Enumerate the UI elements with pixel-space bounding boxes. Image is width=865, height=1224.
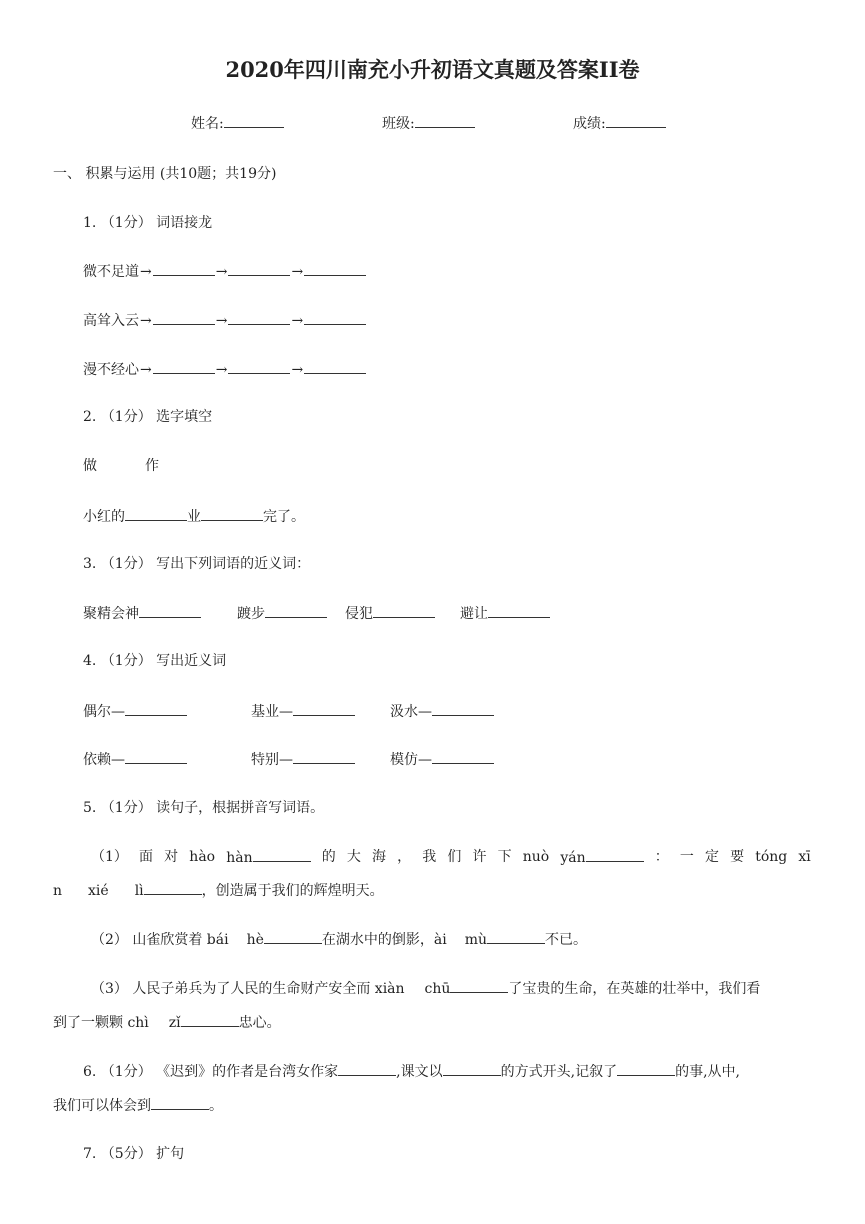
q5-pinyin: chū: [424, 981, 451, 997]
q5-text: 了宝贵的生命，在英雄的壮举中，我们看: [508, 981, 761, 997]
q5-text: 忠心。: [238, 1015, 281, 1031]
q5-text: 定: [704, 849, 719, 865]
q3-word: 避让: [460, 606, 488, 622]
question-4-label: 4. （1分） 写出近义词: [83, 653, 227, 669]
q1-word: 高耸入云: [83, 313, 139, 329]
q5-text: ，创造属于我们的辉煌明天。: [201, 883, 384, 899]
q3-word: 聚精会神: [83, 606, 139, 622]
q4-word: 依赖—: [83, 752, 125, 768]
arrow-icon: →: [140, 362, 152, 378]
q5-pinyin: nuò: [522, 849, 550, 865]
q5-text: 到了一颗颗 chì: [53, 1015, 149, 1031]
q5-pinyin: tóng: [755, 849, 788, 865]
answer-blank: [253, 848, 311, 862]
answer-blank: [432, 750, 494, 764]
score-label: 成绩:: [573, 116, 606, 132]
answer-blank: [373, 604, 435, 618]
q2-choice-a: 做: [83, 458, 97, 474]
answer-blank: [125, 702, 187, 716]
q3-word: 踱步: [237, 606, 265, 622]
q2-text: 小红的: [83, 509, 125, 525]
q2-text: 完了。: [263, 509, 305, 525]
q5-pinyin: xī: [798, 849, 811, 865]
answer-blank: [139, 604, 201, 618]
score-field: [573, 114, 666, 133]
q1-row-2: [83, 311, 366, 330]
q1-row-3: [83, 360, 366, 379]
q5-text: （2） 山雀欣赏着 bái: [91, 932, 229, 948]
q5-text: 不已。: [545, 932, 588, 948]
answer-blank: [304, 262, 366, 276]
page-title: 2020年四川南充小升初语文真题及答案II卷: [225, 57, 640, 82]
q4-item: [390, 702, 494, 721]
q5-part2: [91, 930, 587, 949]
q5-text: 们: [447, 849, 462, 865]
arrow-icon: →: [215, 362, 228, 378]
answer-blank: [153, 360, 215, 374]
arrow-icon: →: [291, 264, 304, 280]
q4-item: [251, 702, 355, 721]
answer-blank: [450, 979, 508, 993]
q5-text: 面: [139, 849, 154, 865]
q6-text: 我们可以体会到: [53, 1098, 151, 1114]
q2-sentence: [83, 507, 305, 526]
q5-part3-line1: [91, 979, 760, 998]
q6-text: 6. （1分） 《迟到》的作者是台湾女作家: [83, 1064, 339, 1080]
question-6-line1: [83, 1062, 740, 1081]
q6-text: 。: [209, 1098, 223, 1114]
q3-word: 侵犯: [345, 606, 373, 622]
arrow-icon: →: [291, 362, 304, 378]
q3-item: [83, 604, 201, 623]
answer-blank: [304, 360, 366, 374]
q5-text: 要: [730, 849, 745, 865]
arrow-icon: →: [291, 313, 304, 329]
name-blank: [224, 114, 284, 128]
score-blank: [606, 114, 666, 128]
answer-blank: [201, 507, 263, 521]
answer-blank: [228, 360, 290, 374]
name-field: [191, 114, 284, 133]
answer-blank: [264, 930, 322, 944]
q5-text: 我: [422, 849, 437, 865]
q4-item: [390, 750, 494, 769]
q4-item: [251, 750, 355, 769]
q5-pinyin: yán: [560, 850, 586, 866]
q5-text: 海: [371, 849, 386, 865]
arrow-icon: →: [140, 313, 152, 329]
answer-blank: [338, 1062, 396, 1076]
q1-word: 漫不经心: [83, 362, 139, 378]
q5-pinyin: n: [53, 883, 63, 899]
q6-text: 的事,从中,: [675, 1064, 740, 1080]
answer-blank: [181, 1013, 239, 1027]
question-6-line2: [53, 1096, 223, 1115]
answer-blank: [443, 1062, 501, 1076]
q5-text: ：: [654, 849, 669, 865]
q3-item: [460, 604, 550, 623]
arrow-icon: →: [215, 313, 228, 329]
q5-part1-line1: [91, 848, 811, 867]
q2-choice-b: 作: [145, 458, 159, 474]
q4-word: 特别—: [251, 752, 293, 768]
answer-blank: [153, 311, 215, 325]
section-heading: 一、 积累与运用 (共10题；共19分): [53, 166, 277, 182]
question-2-label: 2. （1分） 选字填空: [83, 409, 213, 425]
q5-text: （1）: [91, 849, 128, 865]
q5-text: 对: [164, 849, 179, 865]
q5-text: ，: [397, 849, 412, 865]
answer-blank: [487, 930, 545, 944]
answer-blank: [293, 750, 355, 764]
q5-text: 在湖水中的倒影，ài: [321, 932, 447, 948]
q5-text: 许: [472, 849, 487, 865]
question-3-label: 3. （1分） 写出下列词语的近义词：: [83, 556, 311, 572]
answer-blank: [293, 702, 355, 716]
answer-blank: [228, 311, 290, 325]
q4-word: 模仿—: [390, 752, 432, 768]
answer-blank: [617, 1062, 675, 1076]
q5-text: 下: [497, 849, 512, 865]
arrow-icon: →: [140, 264, 152, 280]
question-1-label: 1. （1分） 词语接龙: [83, 215, 213, 231]
answer-blank: [144, 881, 202, 895]
q2-text: 业: [187, 509, 201, 525]
q5-pinyin: hàn: [226, 850, 253, 866]
answer-blank: [228, 262, 290, 276]
q6-text: ,课文以: [396, 1064, 443, 1080]
q5-pinyin: xié: [88, 883, 109, 899]
q4-word: 基业—: [251, 704, 293, 720]
q1-word: 微不足道: [83, 264, 139, 280]
q6-text: 的方式开头,记叙了: [500, 1064, 618, 1080]
answer-blank: [125, 507, 187, 521]
answer-blank: [151, 1096, 209, 1110]
q5-pinyin: hào: [189, 849, 216, 865]
q3-item: [237, 604, 327, 623]
answer-blank: [432, 702, 494, 716]
class-field: [382, 114, 475, 133]
q3-item: [345, 604, 435, 623]
class-label: 班级:: [382, 116, 415, 132]
q5-text: 大: [346, 849, 361, 865]
q5-text: 一: [679, 849, 694, 865]
answer-blank: [586, 848, 644, 862]
answer-blank: [304, 311, 366, 325]
q4-item: [83, 750, 187, 769]
q5-part1-line2: [53, 881, 384, 900]
q5-pinyin: zǐ: [168, 1015, 181, 1031]
answer-blank: [265, 604, 327, 618]
class-blank: [415, 114, 475, 128]
q5-pinyin: hè: [246, 932, 264, 948]
q5-pinyin: lì: [134, 883, 144, 899]
q4-item: [83, 702, 187, 721]
q5-part3-line2: [53, 1013, 281, 1032]
q4-word: 偶尔—: [83, 704, 125, 720]
answer-blank: [153, 262, 215, 276]
q5-text: 的: [321, 849, 336, 865]
name-label: 姓名:: [191, 116, 224, 132]
arrow-icon: →: [215, 264, 228, 280]
q4-word: 汲水—: [390, 704, 432, 720]
q5-pinyin: mù: [464, 932, 488, 948]
q1-row-1: [83, 262, 366, 281]
answer-blank: [488, 604, 550, 618]
answer-blank: [125, 750, 187, 764]
question-5-label: 5. （1分） 读句子，根据拼音写词语。: [83, 800, 325, 816]
q5-text: （3） 人民子弟兵为了人民的生命财产安全而 xiàn: [91, 981, 405, 997]
question-7-label: 7. （5分） 扩句: [83, 1146, 185, 1162]
